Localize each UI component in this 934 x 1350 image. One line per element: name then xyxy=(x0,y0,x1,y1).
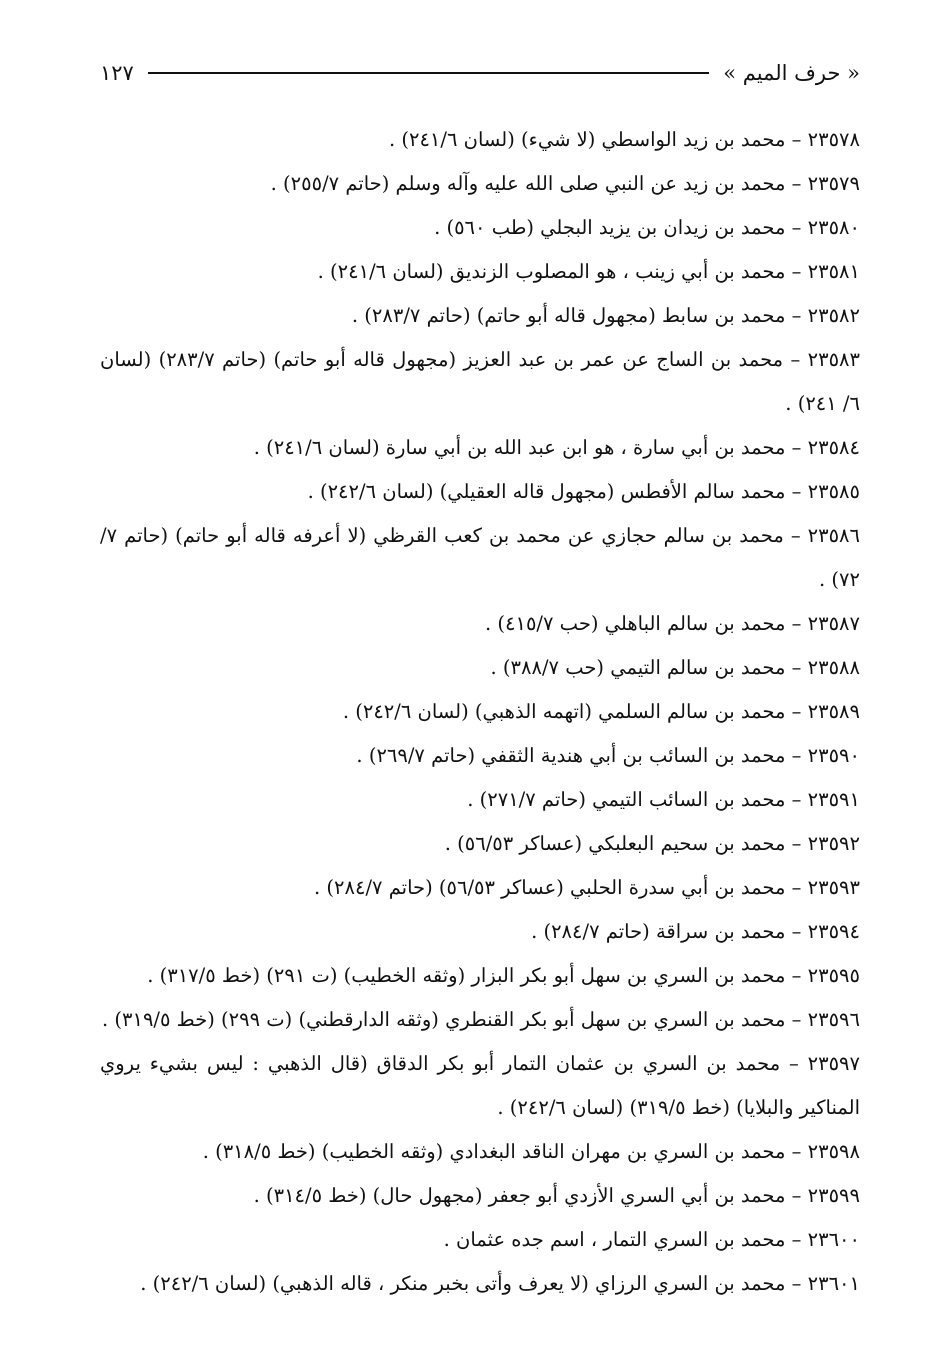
entry-row xyxy=(100,646,860,690)
page-number: ١٢٧ xyxy=(100,61,134,85)
entry-row xyxy=(100,998,860,1042)
entry-separator: – xyxy=(785,172,808,195)
entry-number: ٢٣٥٨٧ xyxy=(807,612,860,635)
entry-separator: – xyxy=(783,524,808,547)
entry-text: محمد بن سالم السلمي (اتهمه الذهبي) (لسان ٢٤٢/٦) . xyxy=(342,700,786,723)
entry-separator: – xyxy=(785,744,808,767)
entry-number: ٢٣٦٠٠ xyxy=(807,1228,860,1251)
entry-row xyxy=(100,866,860,910)
entry-number: ٢٣٥٨١ xyxy=(807,260,860,283)
entry-row xyxy=(100,954,860,998)
entry-separator: – xyxy=(785,920,808,943)
entry-separator: – xyxy=(785,788,808,811)
entry-number: ٢٣٦٠١ xyxy=(807,1272,860,1295)
entry-number: ٢٣٥٩٨ xyxy=(807,1140,860,1163)
entry-separator: – xyxy=(785,832,808,855)
entry-text: محمد بن سالم الباهلي (حب ٤١٥/٧) . xyxy=(484,612,786,635)
entry-separator: – xyxy=(785,304,808,327)
entry-row xyxy=(100,250,860,294)
entry-separator: – xyxy=(785,656,808,679)
entry-row xyxy=(100,206,860,250)
entry-separator: – xyxy=(780,1052,808,1075)
entry-text: محمد بن زيد الواسطي (لا شيء) (لسان ٢٤١/٦) . xyxy=(388,128,786,151)
entry-text: محمد بن أبي زينب ، هو المصلوب الزنديق (لسان ٢٤١/٦) . xyxy=(317,260,786,283)
entry-number: ٢٣٥٧٩ xyxy=(807,172,860,195)
entry-text: محمد بن السائب التيمي (حاتم ٢٧١/٧) . xyxy=(467,788,786,811)
entry-number: ٢٣٥٩٢ xyxy=(807,832,860,855)
entry-row xyxy=(100,338,860,426)
entry-text: محمد بن السري بن عثمان التمار أبو بكر الدقاق (قال الذهبي : ليس بشيء يروي المناكير والبلايا) (خط ٣١٩/٥) (لسان ٢٤٢/٦) . xyxy=(100,1052,860,1119)
entry-separator: – xyxy=(785,260,808,283)
entry-separator: – xyxy=(785,436,808,459)
entry-row xyxy=(100,162,860,206)
entry-row xyxy=(100,1042,860,1130)
entry-separator: – xyxy=(783,348,808,371)
entry-row xyxy=(100,910,860,954)
entry-separator: – xyxy=(785,964,808,987)
entry-separator: – xyxy=(785,876,808,899)
entry-number: ٢٣٥٩٤ xyxy=(807,920,860,943)
entry-separator: – xyxy=(785,216,808,239)
entry-number: ٢٣٥٨٤ xyxy=(807,436,860,459)
entry-text: محمد بن سراقة (حاتم ٢٨٤/٧) . xyxy=(531,920,786,943)
entry-text: محمد بن سابط (مجهول قاله أبو حاتم) (حاتم ٢٨٣/٧) . xyxy=(351,304,786,327)
entry-row xyxy=(100,1130,860,1174)
entry-row xyxy=(100,1218,860,1262)
entry-row xyxy=(100,778,860,822)
entry-row xyxy=(100,1262,860,1306)
entry-number: ٢٣٥٩٣ xyxy=(807,876,860,899)
entry-number: ٢٣٥٨٢ xyxy=(807,304,860,327)
entry-separator: – xyxy=(785,480,808,503)
entry-row xyxy=(100,426,860,470)
entry-number: ٢٣٥٧٨ xyxy=(807,128,860,151)
entry-text: محمد سالم الأفطس (مجهول قاله العقيلي) (لسان ٢٤٢/٦) . xyxy=(307,480,786,503)
entry-text: محمد بن أبي سدرة الحلبي (عساكر ٥٦/٥٣) (حاتم ٢٨٤/٧) . xyxy=(314,876,786,899)
entry-row xyxy=(100,294,860,338)
entry-number: ٢٣٥٨٩ xyxy=(807,700,860,723)
entry-number: ٢٣٥٨٨ xyxy=(807,656,860,679)
entry-row xyxy=(100,822,860,866)
entry-separator: – xyxy=(785,1184,808,1207)
entry-text: محمد بن السري الرزاي (لا يعرف وأتى بخبر منكر ، قاله الذهبي) (لسان ٢٤٢/٦) . xyxy=(140,1272,786,1295)
entry-text: محمد بن أبي السري الأزدي أبو جعفر (مجهول حال) (خط ٣١٤/٥) . xyxy=(253,1184,786,1207)
entry-separator: – xyxy=(785,1272,808,1295)
entry-number: ٢٣٥٨٥ xyxy=(807,480,860,503)
entry-text: محمد بن أبي سارة ، هو ابن عبد الله بن أبي سارة (لسان ٢٤١/٦) . xyxy=(253,436,786,459)
entry-number: ٢٣٥٩٩ xyxy=(807,1184,860,1207)
entry-text: محمد بن سحيم البعلبكي (عساكر ٥٦/٥٣) . xyxy=(444,832,786,855)
entry-text: محمد بن زيدان بن يزيد البجلي (طب ٥٦٠) . xyxy=(434,216,786,239)
entry-number: ٢٣٥٨٣ xyxy=(807,348,861,371)
entry-text: محمد بن الساج عن عمر بن عبد العزيز (مجهول قاله أبو حاتم) (حاتم ٢٨٣/٧) (لسان ٦/ ٢٤١) . xyxy=(100,348,860,415)
entry-separator: – xyxy=(785,128,808,151)
entry-separator: – xyxy=(785,700,808,723)
entry-row xyxy=(100,690,860,734)
entry-row xyxy=(100,470,860,514)
entry-text: محمد بن السري بن سهل أبو بكر البزار (وثقه الخطيب) (ت ٢٩١) (خط ٣١٧/٥) . xyxy=(147,964,786,987)
entry-row xyxy=(100,514,860,602)
entry-row xyxy=(100,734,860,778)
entry-number: ٢٣٥٨٦ xyxy=(807,524,860,547)
entry-text: محمد بن السائب بن أبي هندية الثقفي (حاتم ٢٦٩/٧) . xyxy=(356,744,786,767)
header-rule xyxy=(148,72,709,74)
entry-separator: – xyxy=(785,1008,808,1031)
entry-number: ٢٣٥٩٧ xyxy=(807,1052,860,1075)
entry-row xyxy=(100,1174,860,1218)
chapter-title: « حرف الميم » xyxy=(723,61,860,85)
entry-text: محمد بن السري التمار ، اسم جده عثمان . xyxy=(443,1228,786,1251)
entry-text: محمد بن سالم حجازي عن محمد بن كعب القرظي (لا أعرفه قاله أبو حاتم) (حاتم ٧/ ٧٢) . xyxy=(100,524,860,591)
entry-text: محمد بن السري بن مهران الناقد البغدادي (وثقه الخطيب) (خط ٣١٨/٥) . xyxy=(202,1140,786,1163)
entry-number: ٢٣٥٨٠ xyxy=(807,216,860,239)
entry-number: ٢٣٥٩١ xyxy=(807,788,860,811)
entry-number: ٢٣٥٩٥ xyxy=(807,964,860,987)
entry-text: محمد بن السري بن سهل أبو بكر القنطري (وثقه الدارقطني) (ت ٢٩٩) (خط ٣١٩/٥) . xyxy=(102,1008,786,1031)
running-header xyxy=(100,56,860,90)
entry-number: ٢٣٥٩٦ xyxy=(807,1008,860,1031)
entry-text: محمد بن زيد عن النبي صلى الله عليه وآله وسلم (حاتم ٢٥٥/٧) . xyxy=(270,172,786,195)
entry-text: محمد بن سالم التيمي (حب ٣٨٨/٧) . xyxy=(490,656,786,679)
entry-separator: – xyxy=(785,1228,808,1251)
entry-row xyxy=(100,118,860,162)
entry-list xyxy=(100,118,860,1306)
entry-number: ٢٣٥٩٠ xyxy=(807,744,860,767)
entry-separator: – xyxy=(785,612,808,635)
entry-row xyxy=(100,602,860,646)
entry-separator: – xyxy=(785,1140,808,1163)
